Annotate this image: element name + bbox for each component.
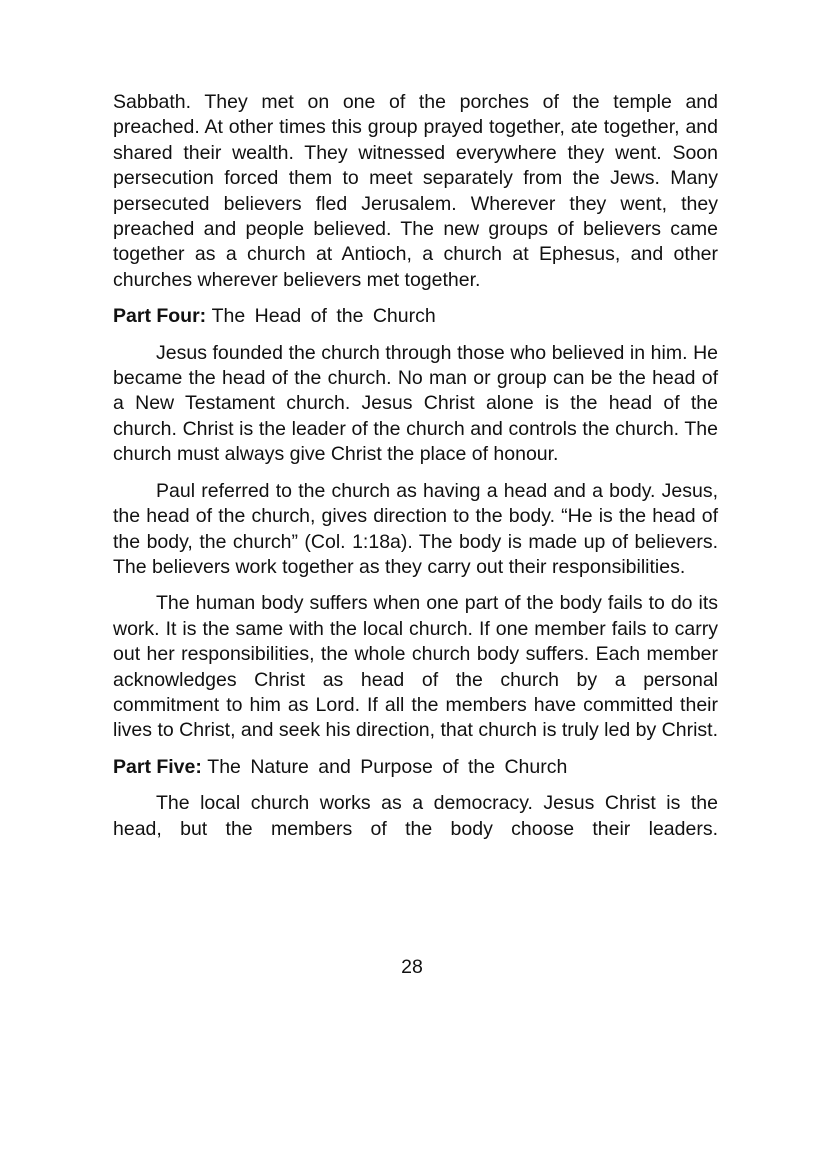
spacer	[113, 780, 718, 791]
spacer	[113, 744, 718, 755]
paragraph-head-of-church: Jesus founded the church through those who believed in him. He became the head of the church. No man or group can be the head of a New Testament church. Jesus Christ alone is the head of the church. Christ is the leader of the church and controls the church. The church must always give Christ the place of honour.	[113, 341, 718, 466]
section-label: Part Four:	[113, 305, 207, 328]
section-heading-part-four	[113, 304, 718, 329]
spacer	[113, 580, 718, 591]
section-label: Part Five:	[113, 755, 202, 778]
spacer	[113, 468, 718, 479]
spacer	[113, 330, 718, 341]
paragraph-sabbath: Sabbath. They met on one of the porches of the temple and preached. At other times this group prayed together, ate together, and shared their wealth. They witnessed everywhere they went. Soon persecution forced them to meet separately from the Jews. Many persecuted believers fled Jerusalem. Wherever they went, they preached and people believed. The new groups of believers came together as a church at Antioch, a church at Ephesus, and other churches wherever believers met together.	[113, 91, 718, 291]
section-title: The Head of the Church	[211, 305, 436, 328]
paragraph-human-body: The human body suffers when one part of the body fails to do its work. It is the same with the local church. If one member fails to carry out her responsibilities, the whole church body suffers. Each member acknowledges Christ as head of the church by a personal commitment to him as Lord. If all the members have committed their lives to Christ, and seek his direction, that church is truly led by Christ.	[113, 592, 718, 742]
spacer	[113, 293, 718, 304]
paragraph-head-and-body: Paul referred to the church as having a head and a body. Jesus, the head of the church, gives direction to the body. “He is the head of the body, the church” (Col. 1:18a). The body is made up of believers. The believers work together as they carry out their responsibilities.	[113, 479, 718, 578]
page-number: 28	[401, 956, 423, 978]
document-page	[113, 90, 718, 842]
paragraph-democracy: The local church works as a democracy. Jesus Christ is the head, but the members of the body choose their leaders.	[113, 792, 718, 840]
section-heading-part-five	[113, 755, 718, 780]
section-title: The Nature and Purpose of the Church	[207, 755, 568, 778]
